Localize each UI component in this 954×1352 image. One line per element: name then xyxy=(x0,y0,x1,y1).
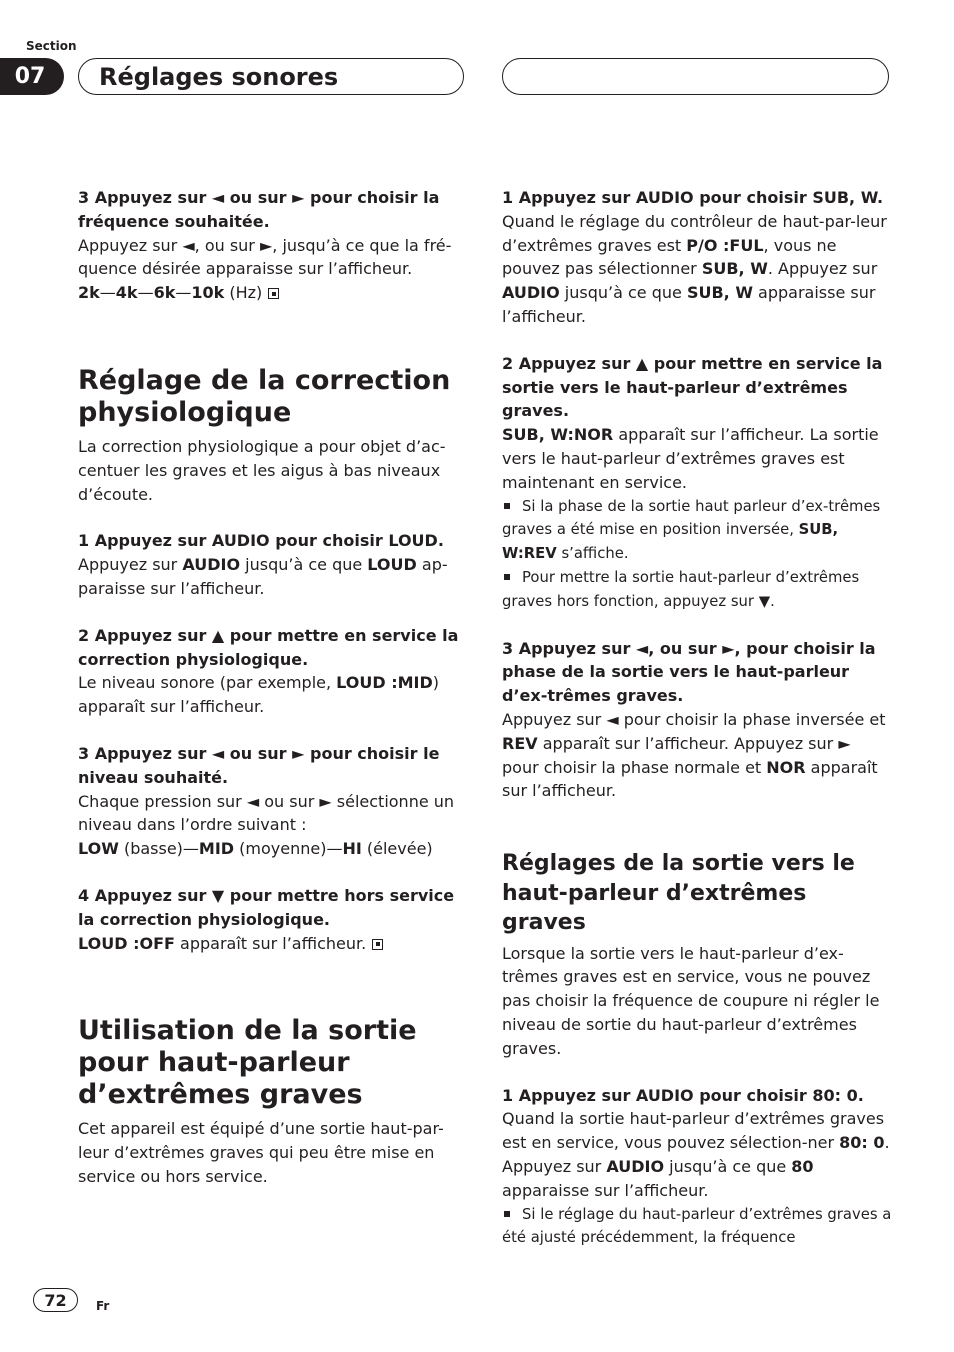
bold-term: 80 xyxy=(791,1157,814,1176)
section-label: Section xyxy=(26,39,77,53)
loudness-intro: La correction physiologique a pour objet d’ac-centuer les graves et les aigus à bas niveaux d’écoute. xyxy=(78,436,446,504)
text: Appuyez sur ◄ pour choisir la phase inversée et xyxy=(502,709,886,729)
freq-dash: — xyxy=(99,283,116,303)
loud-step-4-body xyxy=(78,932,466,956)
loud-step-4: 4 Appuyez sur ▼ pour mettre hors service la correction physiologique. xyxy=(78,885,455,929)
freq-4k: 4k xyxy=(115,283,138,303)
bold-term: REV xyxy=(502,733,538,753)
text: Quand la sortie haut-parleur d’extrêmes graves est en service, vous pouvez sélection-ner xyxy=(502,1109,885,1153)
section-title-box xyxy=(78,58,464,95)
text: (moyenne)— xyxy=(234,839,343,859)
step-3-frequency-body: Appuyez sur ◄, ou sur ►, jusqu’à ce que la fré-quence désirée apparaisse sur l’afficheur. xyxy=(78,235,452,279)
page-number: 72 xyxy=(33,1288,78,1312)
sub-step-1-body xyxy=(502,210,892,329)
output-step-1: 1 Appuyez sur AUDIO pour choisir 80: 0. xyxy=(502,1085,864,1105)
text: Pour mettre la sortie haut-parleur d’extrêmes graves hors fonction, appuyez sur ▼. xyxy=(502,568,860,610)
bullet-square-icon xyxy=(504,574,510,580)
bold-term: NOR xyxy=(766,757,806,777)
bold-term: P/O :FUL xyxy=(686,235,764,255)
heading-loudness: Réglage de la correction physiologique xyxy=(78,364,451,428)
sub-step-3-body xyxy=(502,708,892,803)
text: s’affiche. xyxy=(556,545,629,563)
text: , vous ne pouvez pas sélectionner xyxy=(502,235,837,279)
text: . Appuyez sur xyxy=(502,1133,890,1176)
sub-step-2-body xyxy=(502,423,892,494)
end-mark-icon xyxy=(372,939,383,950)
text: Le niveau sonore (par exemple, xyxy=(78,673,337,693)
loud-step-3-body: Chaque pression sur ◄ ou sur ► sélectionne un niveau dans l’ordre suivant : xyxy=(78,791,455,835)
text: (basse)— xyxy=(118,839,199,859)
heading-subwoofer-usage: Utilisation de la sortie pour haut-parleur d’extrêmes graves xyxy=(78,1015,417,1111)
freq-dash: — xyxy=(137,283,154,303)
text: jusqu’à ce que xyxy=(240,555,368,575)
sub-step-2-note-2 xyxy=(502,566,892,614)
bold-term: AUDIO xyxy=(606,1157,665,1176)
header-empty-box xyxy=(502,58,889,95)
right-column xyxy=(502,186,892,1250)
language-code: Fr xyxy=(96,1299,110,1313)
step-3-frequency-heading: 3 Appuyez sur ◄ ou sur ► pour choisir la fréquence souhaitée. xyxy=(78,188,440,231)
freq-10k: 10k xyxy=(191,283,225,303)
text: ) apparaît sur l’afficheur. xyxy=(78,673,440,717)
text: apparaît sur l’afficheur. xyxy=(174,933,367,953)
sub-step-3: 3 Appuyez sur ◄, ou sur ►, pour choisir la phase de la sortie vers le haut-parleur d’ex-trêmes graves. xyxy=(502,638,876,706)
bold-term: AUDIO xyxy=(502,283,560,303)
bold-term: SUB, W:REV xyxy=(502,521,839,563)
subwoofer-intro: Cet appareil est équipé d’une sortie haut-par-leur d’extrêmes graves qui peu être mise en service ou hors service. xyxy=(78,1119,444,1186)
sub-step-1: 1 Appuyez sur AUDIO pour choisir SUB, W. xyxy=(502,188,884,207)
output-step-1-note xyxy=(502,1203,892,1251)
text: Si la phase de la sortie haut parleur d’ex-trêmes graves a été mise en position inversée, xyxy=(502,497,881,539)
level-low: LOW xyxy=(78,839,119,859)
text: apparaisse sur l’afficheur. xyxy=(502,1180,709,1200)
sub-step-2-note-1 xyxy=(502,495,892,566)
text: Quand le réglage du contrôleur de haut-par-leur d’extrêmes graves est xyxy=(502,211,887,255)
text: jusqu’à ce que xyxy=(559,283,687,303)
bold-term: LOUD :MID xyxy=(336,673,433,693)
loud-step-1-body xyxy=(78,553,466,601)
loud-level-sequence xyxy=(78,837,466,861)
freq-6k: 6k xyxy=(153,283,176,303)
end-mark-icon xyxy=(268,288,279,299)
text: (élevée) xyxy=(361,839,433,859)
loud-step-2: 2 Appuyez sur ▲ pour mettre en service la correction physiologique. xyxy=(78,625,459,669)
level-hi: HI xyxy=(342,839,362,859)
text: apparaît sur l’afficheur. xyxy=(502,757,878,801)
freq-dash: — xyxy=(175,283,192,303)
text: apparaît sur l’afficheur. Appuyez sur ► pour choisir la phase normale et xyxy=(502,733,851,777)
text: apparaisse sur l’afficheur. xyxy=(502,283,876,326)
text: Si le réglage du haut-parleur d’extrêmes graves a été ajusté précédemment, la fréquence xyxy=(502,1205,892,1247)
section-number-tab: 07 xyxy=(0,58,64,95)
bold-term: AUDIO xyxy=(182,555,241,575)
frequency-sequence xyxy=(78,281,466,305)
bold-term: SUB, W xyxy=(686,283,753,303)
heading-subwoofer-output-settings: Réglages de la sortie vers le haut-parleur d’extrêmes graves xyxy=(502,851,855,936)
section-title: Réglages sonores xyxy=(99,62,339,91)
text: . Appuyez sur xyxy=(767,259,878,279)
text: Appuyez sur xyxy=(78,555,183,575)
bullet-square-icon xyxy=(504,503,510,509)
text: apparaît sur l’afficheur. La sortie vers le haut-parleur d’extrêmes graves est maintenant en service. xyxy=(502,425,879,492)
freq-unit: (Hz) xyxy=(224,283,263,303)
bullet-square-icon xyxy=(504,1211,510,1217)
output-step-1-body xyxy=(502,1107,892,1202)
loud-step-2-body xyxy=(78,671,466,719)
sub-step-2: 2 Appuyez sur ▲ pour mettre en service la sortie vers le haut-parleur d’extrêmes graves. xyxy=(502,353,883,421)
output-settings-intro: Lorsque la sortie vers le haut-parleur d’ex-trêmes graves est en service, vous ne pouvez pas choisir la fréquence de coupure ni régler le niveau de sortie du haut-parleur d’extrêmes graves. xyxy=(502,943,880,1058)
freq-2k: 2k xyxy=(78,283,100,303)
bold-term: LOUD xyxy=(367,555,417,575)
bold-term: SUB, W:NOR xyxy=(502,425,614,445)
text: ap-paraisse sur l’afficheur. xyxy=(78,555,448,598)
left-column xyxy=(78,186,466,1189)
loud-step-1: 1 Appuyez sur AUDIO pour choisir LOUD. xyxy=(78,531,444,551)
bold-term: 80: 0 xyxy=(839,1133,885,1153)
level-mid: MID xyxy=(198,839,235,859)
bold-term: LOUD :OFF xyxy=(78,933,175,953)
loud-step-3: 3 Appuyez sur ◄ ou sur ► pour choisir le niveau souhaité. xyxy=(78,743,440,787)
bold-term: SUB, W xyxy=(701,259,768,279)
text: jusqu’à ce que xyxy=(664,1157,792,1176)
